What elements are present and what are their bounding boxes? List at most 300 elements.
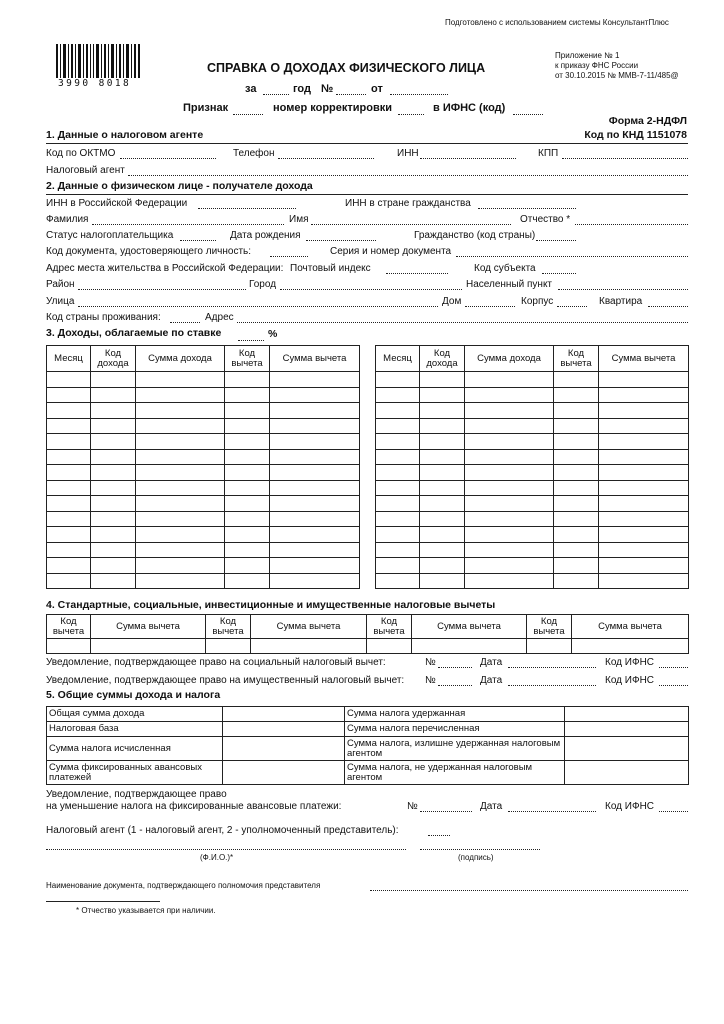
income-cell[interactable]: [91, 511, 136, 527]
income-cell[interactable]: [554, 449, 599, 465]
birth-field[interactable]: [306, 240, 376, 241]
income-row: [47, 573, 360, 589]
income-cell[interactable]: [136, 418, 225, 434]
tax-not-withheld-value[interactable]: [565, 761, 689, 785]
deduction-code-header: Код вычета: [47, 615, 91, 639]
col-month: Месяц: [47, 346, 91, 372]
deduction-cell[interactable]: [47, 639, 91, 654]
income-cell[interactable]: [376, 558, 420, 574]
correction-field[interactable]: [398, 114, 424, 115]
za-label: за: [245, 83, 257, 95]
deduction-cell[interactable]: [206, 639, 251, 654]
footnote-rule: [46, 901, 160, 902]
fixed-advance-value[interactable]: [223, 761, 345, 785]
notice-property-no-label: №: [425, 675, 436, 686]
income-cell[interactable]: [554, 387, 599, 403]
income-cell[interactable]: [420, 542, 465, 558]
income-cell[interactable]: [420, 480, 465, 496]
notice-property-date-label: Дата: [480, 675, 503, 686]
doc-code-label: Код документа, удостоверяющего личность:: [46, 246, 252, 257]
income-cell[interactable]: [136, 542, 225, 558]
income-cell[interactable]: [465, 403, 554, 419]
deduction-cell[interactable]: [412, 639, 527, 654]
income-cell[interactable]: [465, 480, 554, 496]
income-cell[interactable]: [599, 434, 689, 450]
citizenship-field[interactable]: [536, 240, 576, 241]
deduction-sum-header: Сумма вычета: [251, 615, 367, 639]
income-cell[interactable]: [376, 480, 420, 496]
income-cell[interactable]: [47, 434, 91, 450]
income-cell[interactable]: [554, 480, 599, 496]
notice-property-date-field[interactable]: [508, 685, 596, 686]
oktmo-field[interactable]: [120, 158, 216, 159]
inn-rf-label: ИНН в Российской Федерации: [46, 198, 188, 209]
income-row: [47, 418, 360, 434]
notice-social-no-field[interactable]: [438, 667, 472, 668]
barcode-number: 3990 8018: [58, 78, 132, 89]
col-deduction-code: Код вычета: [554, 346, 599, 372]
postcode-label: Почтовый индекс: [290, 263, 371, 274]
income-cell[interactable]: [599, 449, 689, 465]
deduction-sum-header: Сумма вычета: [91, 615, 206, 639]
income-cell[interactable]: [136, 387, 225, 403]
income-row: [47, 527, 360, 543]
deduction-cell[interactable]: [572, 639, 689, 654]
postcode-field[interactable]: [386, 273, 448, 274]
income-row: [376, 434, 689, 450]
income-cell[interactable]: [225, 418, 270, 434]
inn-field[interactable]: [420, 158, 516, 159]
fio-field[interactable]: [46, 849, 406, 850]
income-cell[interactable]: [136, 465, 225, 481]
income-cell[interactable]: [554, 496, 599, 512]
income-cell[interactable]: [47, 465, 91, 481]
income-cell[interactable]: [91, 527, 136, 543]
income-cell[interactable]: [91, 403, 136, 419]
tax-not-withheld-label: Сумма налога, не удержанная налоговым агентом: [345, 761, 565, 785]
income-cell[interactable]: [91, 372, 136, 388]
tax-overwithheld-label: Сумма налога, излишне удержанная налоговым агентом: [345, 737, 565, 761]
signature-field[interactable]: [420, 849, 540, 850]
income-row: [47, 558, 360, 574]
appendix-line2: к приказу ФНС России: [555, 61, 639, 70]
income-cell[interactable]: [47, 542, 91, 558]
income-row: [376, 403, 689, 419]
locality-label: Населенный пункт: [466, 279, 553, 290]
correction-label: номер корректировки: [273, 102, 393, 114]
apartment-field[interactable]: [648, 306, 688, 307]
income-row: [47, 372, 360, 388]
notice-social-no-label: №: [425, 657, 436, 668]
income-cell[interactable]: [91, 434, 136, 450]
form-name: Форма 2-НДФЛ: [608, 115, 687, 127]
income-cell[interactable]: [225, 434, 270, 450]
house-field[interactable]: [465, 306, 515, 307]
income-cell[interactable]: [465, 558, 554, 574]
income-cell[interactable]: [420, 573, 465, 589]
deduction-code-header: Код вычета: [527, 615, 572, 639]
tax-transferred-value[interactable]: [565, 722, 689, 737]
house-label: Дом: [442, 296, 462, 307]
income-cell[interactable]: [47, 418, 91, 434]
inn-foreign-label: ИНН в стране гражданства: [345, 198, 471, 209]
income-cell[interactable]: [225, 387, 270, 403]
income-cell[interactable]: [91, 449, 136, 465]
top-note: Подготовлено с использованием системы КонсультантПлюс: [445, 18, 669, 27]
income-cell[interactable]: [599, 511, 689, 527]
deduction-cell[interactable]: [91, 639, 206, 654]
total-income-value[interactable]: [223, 707, 345, 722]
income-cell[interactable]: [47, 527, 91, 543]
income-cell[interactable]: [420, 449, 465, 465]
income-cell[interactable]: [465, 372, 554, 388]
total-income-label: Общая сумма дохода: [47, 707, 223, 722]
section5-title: 5. Общие суммы дохода и налога: [46, 689, 221, 701]
tax-transferred-label: Сумма налога перечисленная: [345, 722, 565, 737]
income-cell[interactable]: [225, 449, 270, 465]
income-cell[interactable]: [465, 449, 554, 465]
year-label: год: [293, 83, 311, 95]
income-cell[interactable]: [376, 434, 420, 450]
income-cell[interactable]: [599, 465, 689, 481]
citizenship-label: Гражданство (код страны): [414, 230, 536, 241]
street-field[interactable]: [78, 306, 438, 307]
notice-property-ifns-label: Код ИФНС: [605, 675, 655, 686]
income-cell[interactable]: [599, 418, 689, 434]
number-label: №: [321, 83, 334, 95]
income-cell[interactable]: [376, 418, 420, 434]
income-cell[interactable]: [136, 434, 225, 450]
representative-doc-label: Наименование документа, подтверждающего полномочия представителя: [46, 881, 321, 890]
birth-label: Дата рождения: [230, 230, 301, 241]
name-field[interactable]: [311, 224, 511, 225]
income-row: [376, 465, 689, 481]
income-cell[interactable]: [91, 387, 136, 403]
appendix-line1: Приложение № 1: [555, 51, 620, 60]
income-row: [47, 434, 360, 450]
section1-rule: [46, 143, 688, 144]
totals-table: [46, 706, 689, 785]
income-cell[interactable]: [47, 496, 91, 512]
income-row: [376, 558, 689, 574]
income-cell[interactable]: [599, 480, 689, 496]
income-cell[interactable]: [270, 573, 360, 589]
income-cell[interactable]: [47, 573, 91, 589]
country-code-label: Код страны проживания:: [46, 312, 161, 323]
income-cell[interactable]: [376, 527, 420, 543]
inn-rf-field[interactable]: [198, 208, 296, 209]
income-cell[interactable]: [599, 403, 689, 419]
income-cell[interactable]: [136, 573, 225, 589]
income-row: [47, 465, 360, 481]
income-cell[interactable]: [420, 372, 465, 388]
income-cell[interactable]: [465, 496, 554, 512]
income-cell[interactable]: [554, 511, 599, 527]
income-cell[interactable]: [554, 573, 599, 589]
notice-property-no-field[interactable]: [438, 685, 472, 686]
income-cell[interactable]: [136, 449, 225, 465]
income-cell[interactable]: [91, 465, 136, 481]
status-field[interactable]: [180, 240, 216, 241]
income-cell[interactable]: [376, 387, 420, 403]
district-label: Район: [46, 279, 75, 290]
income-cell[interactable]: [465, 387, 554, 403]
income-cell[interactable]: [599, 558, 689, 574]
income-cell[interactable]: [225, 372, 270, 388]
income-cell[interactable]: [225, 573, 270, 589]
income-cell[interactable]: [554, 527, 599, 543]
income-cell[interactable]: [376, 542, 420, 558]
income-cell[interactable]: [554, 403, 599, 419]
income-cell[interactable]: [47, 449, 91, 465]
income-cell[interactable]: [47, 558, 91, 574]
income-cell[interactable]: [91, 573, 136, 589]
income-cell[interactable]: [270, 527, 360, 543]
fio-caption: (Ф.И.О.)*: [200, 853, 234, 862]
income-cell[interactable]: [136, 558, 225, 574]
income-row: [376, 372, 689, 388]
building-field[interactable]: [557, 306, 587, 307]
income-cell[interactable]: [225, 465, 270, 481]
agent-type-label: Налоговый агент (1 - налоговый агент, 2 - уполномоченный представитель):: [46, 825, 399, 836]
street-label: Улица: [46, 296, 75, 307]
income-cell[interactable]: [554, 558, 599, 574]
income-row: [47, 403, 360, 419]
income-cell[interactable]: [420, 387, 465, 403]
col-income-code: Код дохода: [420, 346, 465, 372]
income-cell[interactable]: [420, 403, 465, 419]
form-title: СПРАВКА О ДОХОДАХ ФИЗИЧЕСКОГО ЛИЦА: [207, 61, 486, 75]
agent-type-field[interactable]: [428, 835, 450, 836]
income-cell[interactable]: [465, 511, 554, 527]
section3-title: 3. Доходы, облагаемые по ставке: [46, 327, 222, 339]
deduction-cell[interactable]: [367, 639, 412, 654]
address-field[interactable]: [237, 322, 688, 323]
appendix-line3: от 30.10.2015 № ММВ-7-11/485@: [555, 71, 679, 80]
income-cell[interactable]: [47, 387, 91, 403]
income-cell[interactable]: [47, 403, 91, 419]
notice-social-date-field[interactable]: [508, 667, 596, 668]
income-row: [376, 418, 689, 434]
footnote: * Отчество указывается при наличии.: [76, 906, 216, 915]
col-income-sum: Сумма дохода: [136, 346, 225, 372]
income-cell[interactable]: [91, 558, 136, 574]
advance-notice-line2: на уменьшение налога на фиксированные авансовые платежи:: [46, 801, 342, 812]
income-cell[interactable]: [91, 496, 136, 512]
kpp-label: КПП: [538, 148, 559, 159]
income-cell[interactable]: [465, 542, 554, 558]
address-label: Адрес: [205, 312, 234, 323]
section2-title: 2. Данные о физическом лице - получателе дохода: [46, 180, 313, 192]
income-cell[interactable]: [599, 372, 689, 388]
doc-series-field[interactable]: [456, 256, 688, 257]
deduction-sum-header: Сумма вычета: [572, 615, 689, 639]
district-field[interactable]: [78, 289, 246, 290]
agent-label: Налоговый агент: [46, 165, 125, 176]
income-cell[interactable]: [270, 542, 360, 558]
notice-property-ifns-field[interactable]: [659, 685, 688, 686]
country-code-field[interactable]: [170, 322, 200, 323]
income-cell[interactable]: [47, 511, 91, 527]
col-deduction-sum: Сумма вычета: [599, 346, 689, 372]
income-cell[interactable]: [270, 558, 360, 574]
income-cell[interactable]: [376, 465, 420, 481]
income-cell[interactable]: [270, 418, 360, 434]
city-field[interactable]: [280, 289, 462, 290]
income-cell[interactable]: [47, 480, 91, 496]
phone-field[interactable]: [278, 158, 374, 159]
income-cell[interactable]: [599, 573, 689, 589]
advance-date-field[interactable]: [508, 811, 596, 812]
date-field[interactable]: [390, 94, 448, 95]
status-label: Статус налогоплательщика: [46, 230, 174, 241]
priznak-label: Признак: [183, 102, 229, 114]
income-cell[interactable]: [599, 527, 689, 543]
income-row: [376, 527, 689, 543]
income-cell[interactable]: [225, 496, 270, 512]
income-cell[interactable]: [554, 418, 599, 434]
income-cell[interactable]: [136, 372, 225, 388]
notice-social-ifns-field[interactable]: [659, 667, 688, 668]
advance-ifns-label: Код ИФНС: [605, 801, 655, 812]
advance-no-field[interactable]: [420, 811, 472, 812]
income-cell[interactable]: [91, 542, 136, 558]
income-cell[interactable]: [376, 511, 420, 527]
tax-base-value[interactable]: [223, 722, 345, 737]
income-cell[interactable]: [136, 403, 225, 419]
income-cell[interactable]: [270, 387, 360, 403]
income-cell[interactable]: [420, 434, 465, 450]
income-cell[interactable]: [225, 403, 270, 419]
income-row: [47, 511, 360, 527]
representative-doc-field[interactable]: [370, 890, 688, 891]
income-cell[interactable]: [91, 480, 136, 496]
income-cell[interactable]: [225, 480, 270, 496]
income-cell[interactable]: [47, 372, 91, 388]
income-cell[interactable]: [376, 372, 420, 388]
income-cell[interactable]: [270, 449, 360, 465]
deductions-table: [46, 614, 689, 654]
income-cell[interactable]: [270, 480, 360, 496]
income-row: [376, 480, 689, 496]
address-rf-label: Адрес места жительства в Российской Федерации:: [46, 263, 284, 274]
income-cell[interactable]: [136, 527, 225, 543]
income-cell[interactable]: [420, 511, 465, 527]
income-row: [376, 511, 689, 527]
kpp-field[interactable]: [562, 158, 688, 159]
ifns-field[interactable]: [513, 114, 543, 115]
percent-sign: %: [268, 328, 278, 340]
agent-field[interactable]: [128, 175, 688, 176]
advance-ifns-field[interactable]: [659, 811, 688, 812]
income-cell[interactable]: [554, 542, 599, 558]
income-cell[interactable]: [91, 418, 136, 434]
rate-field[interactable]: [238, 340, 264, 341]
income-cell[interactable]: [465, 465, 554, 481]
inn-label: ИНН: [397, 148, 419, 159]
surname-field[interactable]: [92, 224, 284, 225]
income-cell[interactable]: [270, 465, 360, 481]
income-cell[interactable]: [420, 558, 465, 574]
income-cell[interactable]: [420, 496, 465, 512]
income-cell[interactable]: [270, 511, 360, 527]
income-cell[interactable]: [420, 527, 465, 543]
col-income-sum: Сумма дохода: [465, 346, 554, 372]
locality-field[interactable]: [558, 289, 688, 290]
patronymic-label: Отчество *: [520, 214, 571, 225]
deduction-cell[interactable]: [527, 639, 572, 654]
income-cell[interactable]: [270, 372, 360, 388]
income-cell[interactable]: [554, 465, 599, 481]
income-cell[interactable]: [465, 434, 554, 450]
income-cell[interactable]: [225, 542, 270, 558]
income-cell[interactable]: [599, 496, 689, 512]
phone-label: Телефон: [233, 148, 275, 159]
priznak-field[interactable]: [233, 114, 263, 115]
income-cell[interactable]: [225, 527, 270, 543]
ifns-label: в ИФНС (код): [433, 102, 506, 114]
income-cell[interactable]: [420, 465, 465, 481]
name-label: Имя: [289, 214, 309, 225]
income-row: [376, 542, 689, 558]
income-cell[interactable]: [225, 558, 270, 574]
tax-calculated-label: Сумма налога исчисленная: [47, 737, 223, 761]
income-row: [47, 480, 360, 496]
number-field[interactable]: [336, 94, 366, 95]
income-table-left: [46, 345, 360, 589]
year-field[interactable]: [263, 94, 289, 95]
income-cell[interactable]: [420, 418, 465, 434]
income-cell[interactable]: [465, 527, 554, 543]
income-cell[interactable]: [136, 511, 225, 527]
income-cell[interactable]: [270, 403, 360, 419]
patronymic-field[interactable]: [575, 224, 688, 225]
deduction-cell[interactable]: [251, 639, 367, 654]
income-cell[interactable]: [376, 573, 420, 589]
advance-date-label: Дата: [480, 801, 503, 812]
doc-code-field[interactable]: [270, 256, 308, 257]
income-row: [47, 449, 360, 465]
income-cell[interactable]: [270, 496, 360, 512]
knd-code: Код по КНД 1151078: [584, 129, 687, 141]
col-income-code: Код дохода: [91, 346, 136, 372]
income-cell[interactable]: [136, 480, 225, 496]
tax-calculated-value[interactable]: [223, 737, 345, 761]
income-cell[interactable]: [376, 449, 420, 465]
income-cell[interactable]: [465, 418, 554, 434]
income-cell[interactable]: [136, 496, 225, 512]
tax-base-label: Налоговая база: [47, 722, 223, 737]
income-cell[interactable]: [599, 387, 689, 403]
region-code-field[interactable]: [542, 273, 576, 274]
notice-social-date-label: Дата: [480, 657, 503, 668]
inn-foreign-field[interactable]: [478, 208, 576, 209]
income-cell[interactable]: [225, 511, 270, 527]
section2-rule: [46, 194, 688, 195]
income-table-right: [375, 345, 689, 589]
income-cell[interactable]: [376, 403, 420, 419]
income-cell[interactable]: [554, 434, 599, 450]
tax-overwithheld-value[interactable]: [565, 737, 689, 761]
notice-social-ifns-label: Код ИФНС: [605, 657, 655, 668]
income-cell[interactable]: [376, 496, 420, 512]
income-cell[interactable]: [465, 573, 554, 589]
income-cell[interactable]: [599, 542, 689, 558]
income-cell[interactable]: [554, 372, 599, 388]
tax-withheld-value[interactable]: [565, 707, 689, 722]
section1-title: 1. Данные о налоговом агенте: [46, 129, 204, 141]
income-cell[interactable]: [270, 434, 360, 450]
